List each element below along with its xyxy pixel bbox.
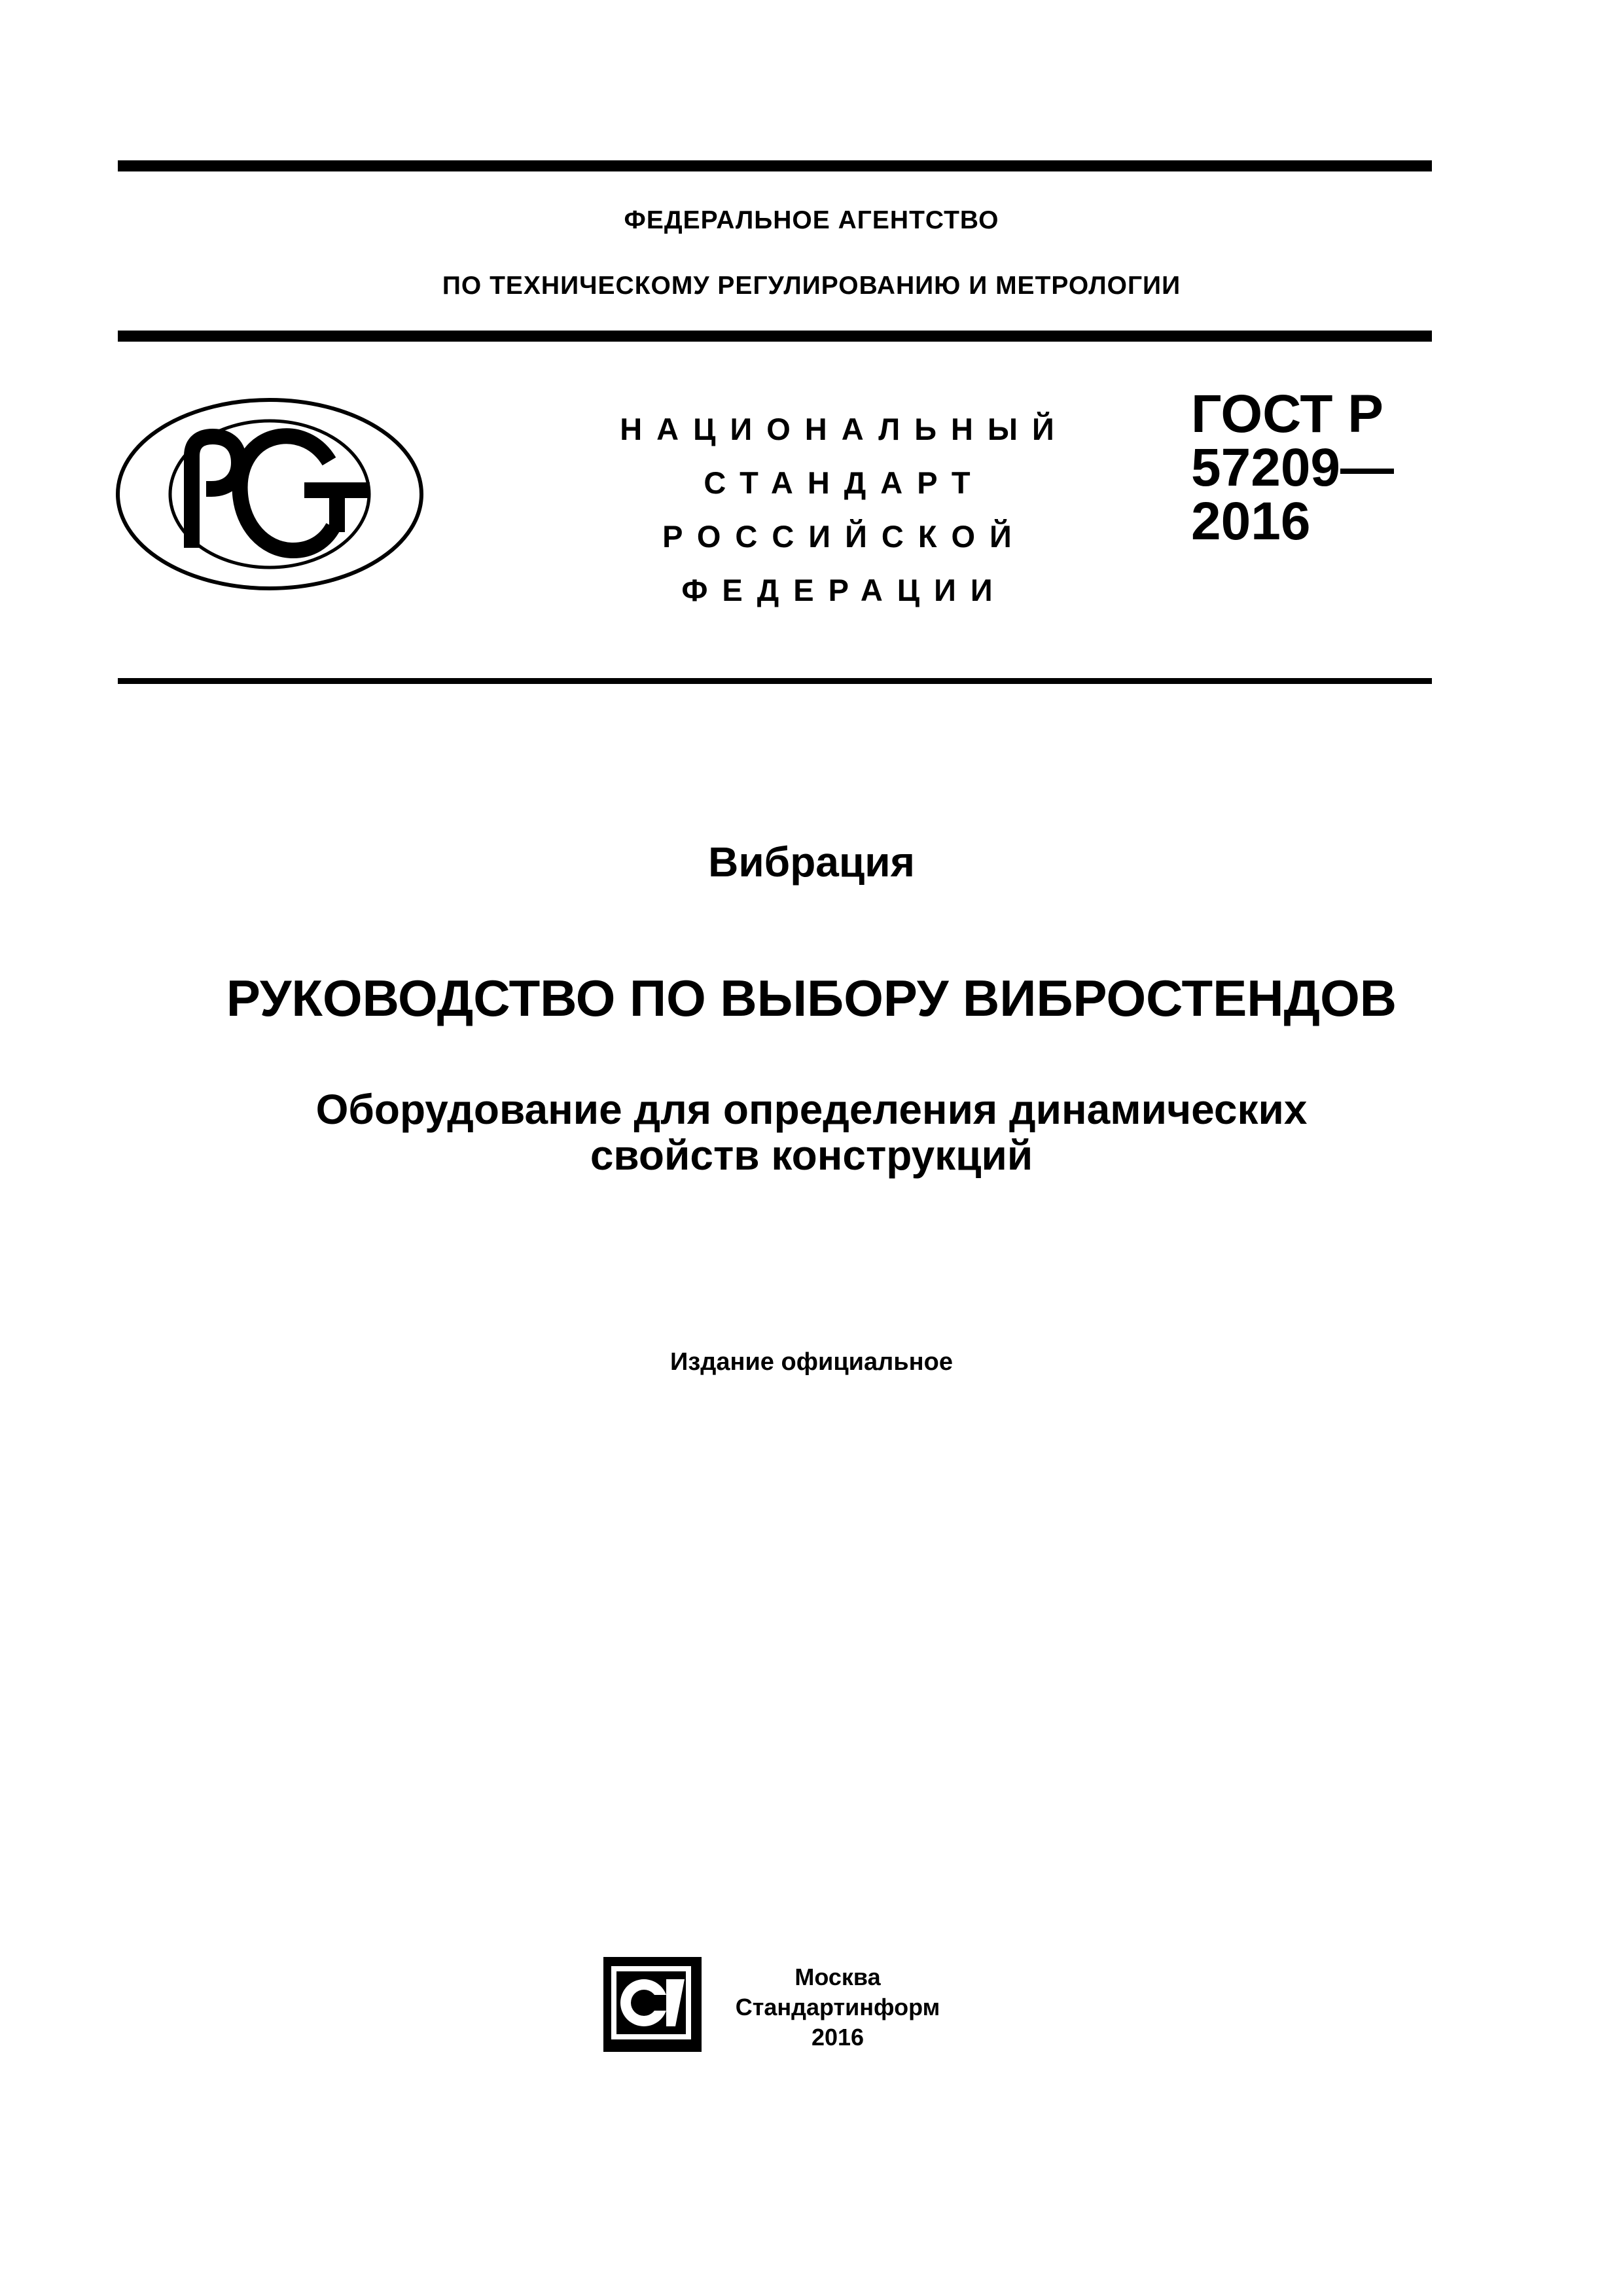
designation-line1: ГОСТ Р [1191,384,1383,444]
standard-type-line3: РОССИЙСКОЙ [662,519,1026,554]
top-rule [118,160,1432,171]
document-title: РУКОВОДСТВО ПО ВЫБОРУ ВИБРОСТЕНДОВ [226,969,1397,1027]
document-subject: Вибрация [708,838,915,886]
standard-type-line4: ФЕДЕРАЦИИ [681,573,1007,607]
subtitle-line1: Оборудование для определения динамических [315,1086,1308,1133]
title-rule [118,678,1432,684]
standard-designation [1191,384,1395,551]
publisher-block [733,1962,942,2053]
header-rule [118,331,1432,342]
standard-type-line2: СТАНДАРТ [704,465,985,500]
standard-type-block [569,403,1119,617]
agency-name-line2: ПО ТЕХНИЧЕСКОМУ РЕГУЛИРОВАНИЮ И МЕТРОЛОГИИ [442,272,1181,300]
publisher-name: Стандартинформ [735,1994,940,2020]
publisher-year: 2016 [811,2024,865,2051]
subtitle-line2: свойств конструкций [590,1132,1033,1179]
edition-note: Издание официальное [670,1348,953,1376]
publisher-city: Москва [794,1964,881,1990]
standard-type-line1: НАЦИОНАЛЬНЫЙ [620,412,1069,446]
agency-name-line1: ФЕДЕРАЛЬНОЕ АГЕНТСТВО [624,206,999,234]
standartinform-logo-icon [603,1957,702,2052]
designation-line3: 2016 [1191,492,1311,551]
rst-emblem-icon [115,396,425,592]
designation-line2: 57209— [1191,438,1395,497]
document-subtitle [0,1086,1623,1178]
